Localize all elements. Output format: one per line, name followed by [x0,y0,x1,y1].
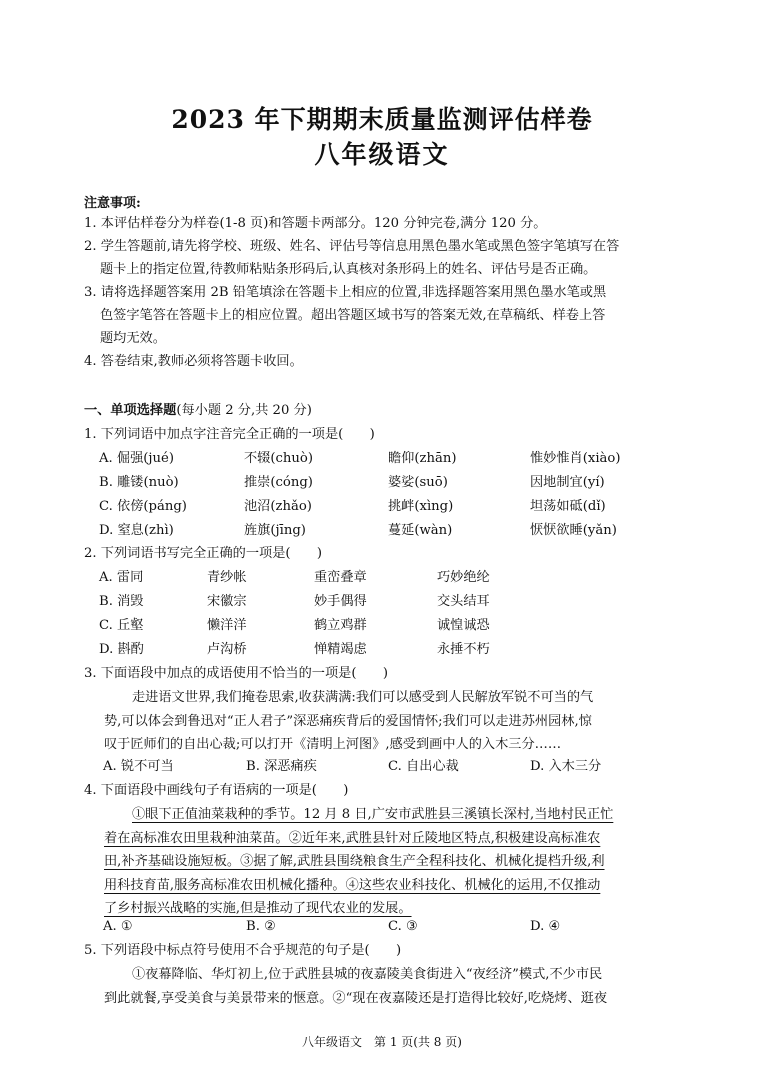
q2-option: 鹤立鸡群 [314,618,367,633]
q1-option: 婆娑(suō) [388,475,448,490]
q1-option: 旌旗(jīng) [244,523,306,538]
q1-option: 因地制宜(yí) [530,475,605,490]
q1-option: D. 窒息(zhì) [99,523,174,538]
q1-option: 不辍(chuò) [244,451,313,466]
q2-option: 诚惶诚恐 [437,618,490,633]
q5-passage [84,963,684,1010]
q2-option: 惮精竭虑 [314,642,367,657]
q1-option: 挑衅(xìng) [388,499,454,514]
q4-passage-line: 用科技育苗,服务高标准农田机械化播种。④这些农业科技化、机械化的运用,不仅推动 [104,877,601,893]
q2-option: C. 丘壑 [99,618,144,633]
q1-option: A. 倔强(jué) [99,451,174,466]
section-heading [84,400,312,422]
q4-option: C. ③ [388,919,418,934]
q5-stem: 5. 下列语段中标点符号使用不合乎规范的句子是( ) [84,943,402,958]
q3-passage-line: 叹于匠师们的自出心裁;可以打开《清明上河图》,感受到画中人的入木三分…… [104,737,562,752]
notes-heading: 注意事项: [84,196,141,211]
q2-option: A. 雷同 [99,570,144,585]
q2-option: 交头结耳 [437,594,490,609]
note-line: 3. 请将选择题答案用 2B 铅笔填涂在答题卡上相应的位置,非选择题答案用黑色墨水笔或黑 [84,285,607,300]
note-line: 4. 答卷结束,教师必须将答题卡收回。 [84,354,303,369]
q4-option: A. ① [103,919,133,934]
q4-passage-line: ①眼下正值油菜栽种的季节。12 月 8 日,广安市武胜县三溪镇长深村,当地村民正忙 [132,807,614,822]
q1-option: 恹恹欲睡(yǎn) [530,523,617,538]
q1-option: 惟妙惟肖(xiào) [530,451,621,466]
q3-option: B. 深恶痛疾 [246,759,317,774]
q3-passage-line: 势,可以体会到鲁迅对“正人君子”深恶痛疾背后的爱国情怀;我们可以走进苏州园林,惊 [104,713,592,729]
q3-option: C. 自出心裁 [388,759,459,774]
q5-passage-line: ①夜幕降临、华灯初上,位于武胜县城的夜嘉陵美食街进入“夜经济”模式,不少市民 [132,967,603,982]
q2-stem: 2. 下列词语书写完全正确的一项是( ) [84,546,323,561]
q1-stem: 1. 下列词语中加点字注音完全正确的一项是( ) [84,427,375,442]
exam-title: 2023 年下期期末质量监测评估样卷 [171,105,593,134]
q3-passage-line: 走进语文世界,我们掩卷思索,收获满满:我们可以感受到人民解放军锐不可当的气 [132,690,594,705]
q2-option: B. 消毁 [99,594,144,609]
q2-option: D. 斟酌 [99,642,144,657]
q1-option: 池沼(zhǎo) [244,499,312,514]
q2-option: 巧妙绝纶 [437,570,490,585]
q2-option: 懒洋洋 [207,618,247,633]
q1-option: C. 依傍(páng) [99,499,187,514]
q1-option: 坦荡如砥(dǐ) [530,499,606,514]
q4-stem: 4. 下面语段中画线句子有语病的一项是( ) [84,783,349,798]
exam-subject: 八年级语文 [314,140,450,169]
q4-passage-line: 田,补齐基础设施短板。③据了解,武胜县围绕粮食生产全程科技化、机械化提档升级,利 [104,854,605,869]
q1-option: 推崇(cóng) [244,475,313,490]
q1-option: B. 雕镂(nuò) [99,475,179,490]
q2-option: 永捶不朽 [437,642,490,657]
q2-option: 宋徽宗 [207,594,247,609]
q2-option: 青纱帐 [207,570,247,585]
q2-option: 卢沟桥 [207,642,247,657]
q5-passage-line: 到此就餐,享受美食与美景带来的惬意。②“现在夜嘉陵还是打造得比较好,吃烧烤、逛夜 [104,990,608,1006]
note-line: 题均无效。 [100,331,166,346]
page-footer: 八年级语文 第 1 页(共 8 页) [302,1035,462,1049]
note-line: 1. 本评估样卷分为样卷(1-8 页)和答题卡两部分。120 分钟完卷,满分 120 分。 [84,216,547,231]
section-title: 一、单项选择题 [84,403,177,418]
q3-passage [84,686,684,757]
q1-option: 蔓延(wàn) [388,523,453,538]
note-line: 题卡上的指定位置,待教师粘贴条形码后,认真核对条形码上的姓名、评估号是否正确。 [100,262,597,277]
q4-passage [84,803,684,921]
note-line: 2. 学生答题前,请先将学校、班级、姓名、评估号等信息用黑色墨水笔或黑色签字笔填写在答 [84,239,620,254]
q3-option: A. 锐不可当 [103,759,174,774]
q1-option: 瞻仰(zhān) [388,451,457,466]
q3-option: D. 入木三分 [530,759,602,774]
q4-passage-line: 着在高标准农田里栽种油菜苗。②近年来,武胜县针对丘陵地区特点,积极建设高标准农 [104,830,601,846]
q4-passage-line: 了乡村振兴战略的实施,但是推动了现代农业的发展。 [104,901,412,916]
q4-option: B. ② [246,919,276,934]
section-note: (每小题 2 分,共 20 分) [176,403,312,418]
q3-stem: 3. 下面语段中加点的成语使用不恰当的一项是( ) [84,666,388,681]
notes-list [84,212,684,373]
note-line: 色签字笔答在答题卡上的相应位置。超出答题区域书写的答案无效,在草稿纸、样卷上答 [100,308,606,323]
q2-option: 重峦叠章 [314,570,367,585]
q2-option: 妙手偶得 [314,594,367,609]
q4-option: D. ④ [530,919,561,934]
